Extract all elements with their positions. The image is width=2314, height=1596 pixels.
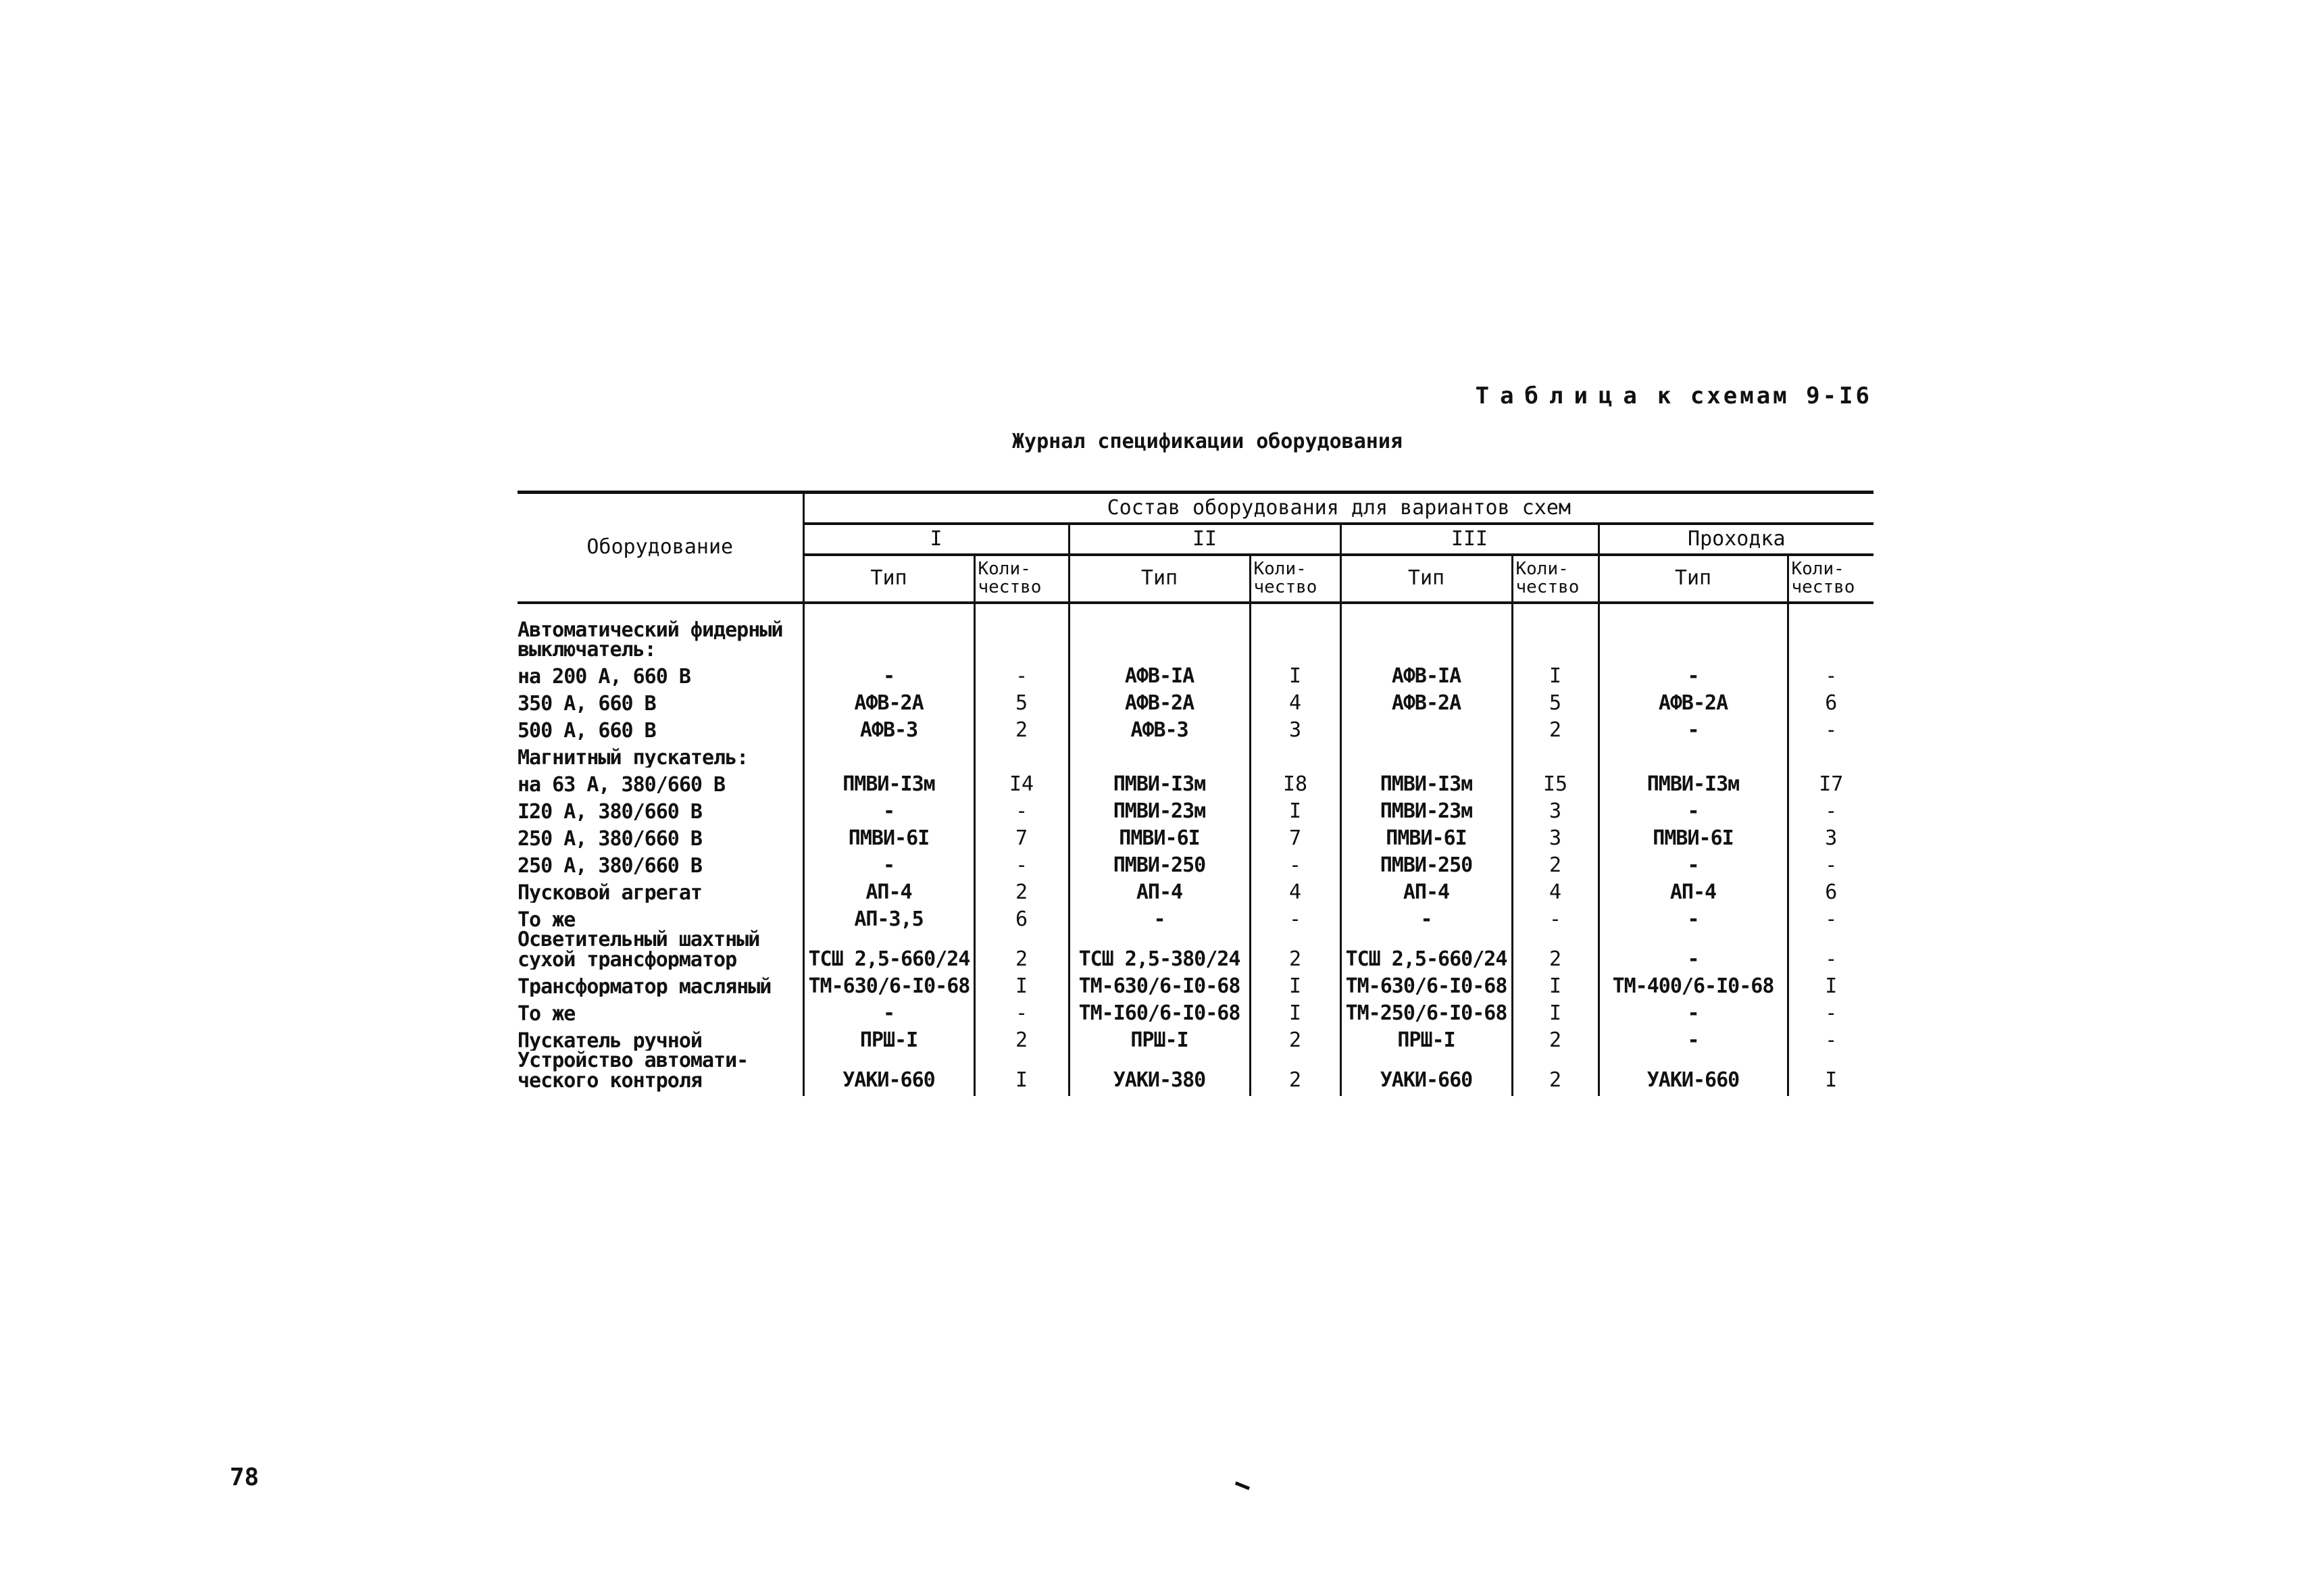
- quantity-cell: 6: [1788, 876, 1873, 903]
- table-body: [518, 603, 1873, 1096]
- type-cell: -: [803, 849, 974, 876]
- quantity-cell: -: [1788, 795, 1873, 822]
- type-cell: ТМ-I60/6-I0-68: [1069, 997, 1250, 1024]
- type-cell: АФВ-2А: [1340, 687, 1512, 714]
- quantity-cell: [1250, 741, 1340, 768]
- type-cell: -: [803, 795, 974, 822]
- journal-title: Журнал спецификации оборудования: [1012, 430, 1403, 453]
- type-cell: ПМВИ-250: [1069, 849, 1250, 876]
- type-cell: АФВ-IА: [1340, 659, 1512, 687]
- type-cell: [1069, 741, 1250, 768]
- type-cell: АП-4: [803, 876, 974, 903]
- type-cell: ПМВИ-6I: [1340, 822, 1512, 849]
- type-cell: [1069, 603, 1250, 660]
- type-cell: АП-4: [1340, 876, 1512, 903]
- quantity-cell: -: [1250, 849, 1340, 876]
- type-header: Тип: [1599, 555, 1788, 603]
- type-cell: -: [1599, 714, 1788, 741]
- type-cell: [1340, 603, 1512, 660]
- type-cell: ПМВИ-6I: [1599, 822, 1788, 849]
- quantity-cell: 2: [1250, 930, 1340, 970]
- quantity-cell: [1788, 741, 1873, 768]
- equipment-cell: 250 А, 380/660 В: [518, 853, 702, 876]
- quantity-cell: 3: [1250, 714, 1340, 741]
- page-number: 78: [230, 1464, 259, 1491]
- table-row: [518, 603, 1873, 660]
- quantity-cell: [1250, 603, 1340, 660]
- quantity-cell: I: [1512, 659, 1599, 687]
- type-cell: ПМВИ-I3м: [1340, 768, 1512, 795]
- variant-header-2: II: [1069, 524, 1340, 555]
- quantity-cell: I: [1788, 970, 1873, 997]
- quantity-cell: 5: [1512, 687, 1599, 714]
- equipment-cell: 500 А, 660 В: [518, 718, 656, 741]
- type-cell: АФВ-IА: [1069, 659, 1250, 687]
- quantity-cell: -: [1788, 997, 1873, 1024]
- equipment-cell: Магнитный пускатель:: [518, 745, 749, 768]
- equipment-spec-table: [518, 491, 1873, 1096]
- quantity-header: Коли- чество: [974, 555, 1069, 603]
- table-row: [518, 1051, 1873, 1096]
- variant-header-4: Проходка: [1599, 524, 1873, 555]
- type-cell: -: [1340, 903, 1512, 930]
- type-cell: [803, 741, 974, 768]
- type-cell: ТМ-400/6-I0-68: [1599, 970, 1788, 997]
- type-cell: УАКИ-380: [1069, 1051, 1250, 1096]
- quantity-cell: I: [1250, 970, 1340, 997]
- quantity-cell: 3: [1512, 822, 1599, 849]
- quantity-cell: [974, 603, 1069, 660]
- variant-header-3: III: [1340, 524, 1599, 555]
- type-cell: ПМВИ-I3м: [1069, 768, 1250, 795]
- scan-mark: [1232, 1481, 1250, 1496]
- table-row: [518, 659, 1873, 687]
- type-cell: [1340, 714, 1512, 741]
- quantity-cell: [1512, 603, 1599, 660]
- type-cell: УАКИ-660: [1340, 1051, 1512, 1096]
- quantity-cell: -: [974, 997, 1069, 1024]
- type-cell: ТСШ 2,5-380/24: [1069, 930, 1250, 970]
- type-cell: -: [1599, 930, 1788, 970]
- equipment-cell: Пускатель ручной: [518, 1028, 702, 1051]
- quantity-header: Коли- чество: [1788, 555, 1873, 603]
- table-row: [518, 1024, 1873, 1051]
- type-cell: АФВ-3: [803, 714, 974, 741]
- type-cell: -: [1599, 795, 1788, 822]
- quantity-cell: 6: [1788, 687, 1873, 714]
- type-cell: -: [1599, 849, 1788, 876]
- table-row: [518, 849, 1873, 876]
- type-cell: АФВ-2А: [803, 687, 974, 714]
- composition-header: Состав оборудования для вариантов схем: [803, 493, 1873, 524]
- table-row: [518, 768, 1873, 795]
- table-row: [518, 822, 1873, 849]
- equipment-cell: Устройство автомати- ческого контроля: [518, 1051, 749, 1093]
- table-row: [518, 687, 1873, 714]
- equipment-cell: То же: [518, 907, 576, 930]
- quantity-cell: I7: [1788, 768, 1873, 795]
- table-row: [518, 876, 1873, 903]
- quantity-cell: 6: [974, 903, 1069, 930]
- quantity-cell: -: [1250, 903, 1340, 930]
- type-cell: АФВ-2А: [1599, 687, 1788, 714]
- type-cell: ПМВИ-250: [1340, 849, 1512, 876]
- type-cell: ПРШ-I: [803, 1024, 974, 1051]
- quantity-cell: 4: [1512, 876, 1599, 903]
- quantity-cell: 4: [1250, 876, 1340, 903]
- quantity-cell: I: [1250, 997, 1340, 1024]
- type-cell: ПРШ-I: [1340, 1024, 1512, 1051]
- quantity-cell: 2: [1250, 1051, 1340, 1096]
- type-cell: -: [1599, 1024, 1788, 1051]
- equipment-header: Оборудование: [518, 493, 803, 603]
- quantity-cell: I: [1512, 970, 1599, 997]
- quantity-cell: 2: [974, 930, 1069, 970]
- table-row: [518, 970, 1873, 997]
- type-cell: ПМВИ-6I: [1069, 822, 1250, 849]
- type-cell: ТСШ 2,5-660/24: [1340, 930, 1512, 970]
- quantity-cell: 2: [1512, 849, 1599, 876]
- quantity-header: Коли- чество: [1512, 555, 1599, 603]
- equipment-cell: на 63 А, 380/660 В: [518, 772, 726, 795]
- table-row: [518, 930, 1873, 970]
- caption-schemes-ref: к схемам 9-I6: [1657, 382, 1872, 409]
- quantity-cell: I4: [974, 768, 1069, 795]
- type-cell: ТСШ 2,5-660/24: [803, 930, 974, 970]
- type-cell: ТМ-630/6-I0-68: [1069, 970, 1250, 997]
- type-cell: -: [803, 659, 974, 687]
- type-cell: ПМВИ-23м: [1340, 795, 1512, 822]
- type-cell: ТМ-630/6-I0-68: [1340, 970, 1512, 997]
- type-cell: -: [1069, 903, 1250, 930]
- quantity-cell: 7: [974, 822, 1069, 849]
- quantity-cell: I5: [1512, 768, 1599, 795]
- quantity-cell: [1512, 741, 1599, 768]
- type-cell: ПМВИ-I3м: [803, 768, 974, 795]
- equipment-cell: Пусковой агрегат: [518, 880, 702, 903]
- quantity-cell: I: [1250, 659, 1340, 687]
- type-cell: [803, 603, 974, 660]
- equipment-cell: Автоматический фидерный выключатель:: [518, 618, 783, 660]
- quantity-cell: 2: [974, 1024, 1069, 1051]
- caption-table-word: Таблица: [1475, 382, 1648, 409]
- quantity-cell: 2: [1250, 1024, 1340, 1051]
- table-row: [518, 903, 1873, 930]
- type-header: Тип: [803, 555, 974, 603]
- table-row: [518, 741, 1873, 768]
- type-cell: ТМ-630/6-I0-68: [803, 970, 974, 997]
- quantity-cell: I: [1788, 1051, 1873, 1096]
- table-caption: [1476, 382, 1872, 409]
- quantity-header: Коли- чество: [1250, 555, 1340, 603]
- quantity-cell: 2: [974, 714, 1069, 741]
- quantity-cell: -: [1788, 714, 1873, 741]
- quantity-cell: 3: [1788, 822, 1873, 849]
- quantity-cell: 5: [974, 687, 1069, 714]
- quantity-cell: 2: [1512, 930, 1599, 970]
- table-row: [518, 795, 1873, 822]
- quantity-cell: 2: [1512, 1024, 1599, 1051]
- type-cell: [1599, 741, 1788, 768]
- type-cell: -: [803, 997, 974, 1024]
- type-cell: [1340, 741, 1512, 768]
- type-cell: ПРШ-I: [1069, 1024, 1250, 1051]
- quantity-cell: I: [974, 1051, 1069, 1096]
- quantity-cell: 7: [1250, 822, 1340, 849]
- quantity-cell: -: [974, 849, 1069, 876]
- table-row: [518, 997, 1873, 1024]
- quantity-cell: -: [1788, 659, 1873, 687]
- type-cell: ПМВИ-6I: [803, 822, 974, 849]
- table-row: [518, 714, 1873, 741]
- quantity-cell: 2: [1512, 1051, 1599, 1096]
- equipment-cell: на 200 А, 660 В: [518, 664, 690, 687]
- type-cell: [1599, 603, 1788, 660]
- type-cell: АП-4: [1599, 876, 1788, 903]
- type-header: Тип: [1069, 555, 1250, 603]
- type-cell: -: [1599, 659, 1788, 687]
- quantity-cell: -: [1788, 1024, 1873, 1051]
- type-cell: АП-4: [1069, 876, 1250, 903]
- type-cell: УАКИ-660: [803, 1051, 974, 1096]
- type-cell: УАКИ-660: [1599, 1051, 1788, 1096]
- type-cell: ПМВИ-I3м: [1599, 768, 1788, 795]
- type-cell: -: [1599, 903, 1788, 930]
- type-cell: -: [1599, 997, 1788, 1024]
- quantity-cell: -: [974, 659, 1069, 687]
- type-cell: АФВ-3: [1069, 714, 1250, 741]
- equipment-cell: I20 А, 380/660 В: [518, 799, 702, 822]
- quantity-cell: [1788, 603, 1873, 660]
- quantity-cell: -: [1788, 849, 1873, 876]
- quantity-cell: 4: [1250, 687, 1340, 714]
- type-cell: ТМ-250/6-I0-68: [1340, 997, 1512, 1024]
- quantity-cell: -: [1788, 930, 1873, 970]
- quantity-cell: -: [974, 795, 1069, 822]
- quantity-cell: I8: [1250, 768, 1340, 795]
- type-header: Тип: [1340, 555, 1512, 603]
- equipment-cell: То же: [518, 1001, 576, 1024]
- equipment-cell: 250 А, 380/660 В: [518, 826, 702, 849]
- quantity-cell: 2: [1512, 714, 1599, 741]
- quantity-cell: I: [974, 970, 1069, 997]
- quantity-cell: [974, 741, 1069, 768]
- type-cell: АП-3,5: [803, 903, 974, 930]
- equipment-cell: Трансформатор масляный: [518, 974, 772, 997]
- quantity-cell: I: [1250, 795, 1340, 822]
- variant-header-1: I: [803, 524, 1069, 555]
- quantity-cell: I: [1512, 997, 1599, 1024]
- quantity-cell: 2: [974, 876, 1069, 903]
- equipment-cell: Осветительный шахтный сухой трансформатор: [518, 930, 760, 970]
- type-cell: АФВ-2А: [1069, 687, 1250, 714]
- quantity-cell: 3: [1512, 795, 1599, 822]
- quantity-cell: -: [1788, 903, 1873, 930]
- type-cell: ПМВИ-23м: [1069, 795, 1250, 822]
- quantity-cell: -: [1512, 903, 1599, 930]
- equipment-cell: 350 А, 660 В: [518, 691, 656, 714]
